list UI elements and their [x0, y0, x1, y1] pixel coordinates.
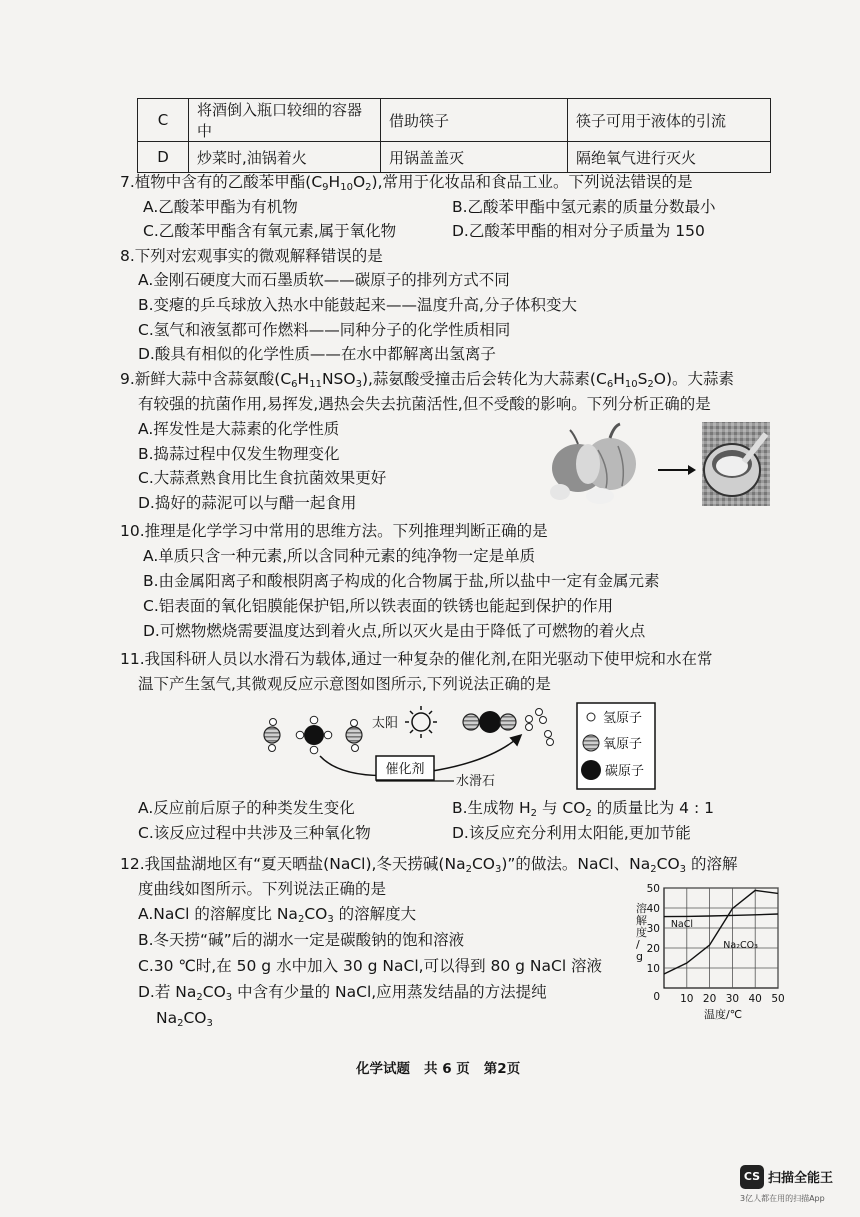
table-row — [138, 142, 771, 173]
legend-oxygen: 氧原子 — [603, 737, 643, 752]
question-9-option-a: A.挥发性是大蒜素的化学性质 — [138, 420, 340, 438]
brand-tagline: 3亿人都在用的扫描App — [740, 1194, 825, 1203]
y-tick-label: 20 — [646, 943, 660, 955]
x-tick-label: 30 — [725, 993, 740, 1005]
question-12-stem-line2: 度曲线如图所示。下列说法正确的是 — [138, 880, 387, 898]
question-11-stem-line2: 温下产生氢气,其微观反应示意图如图所示,下列说法正确的是 — [138, 675, 551, 693]
oxygen-atom-icon — [583, 735, 599, 751]
option-cell: C — [138, 99, 189, 142]
series-label-nacl: NaCl — [670, 919, 694, 930]
question-9-stem-line2: 有较强的抗菌作用,易挥发,遇热会失去抗菌活性,但不受酸的影响。下列分析正确的是 — [138, 395, 711, 413]
arrow-icon — [658, 465, 696, 475]
sun-label: 太阳 — [372, 716, 399, 731]
garlic-bulb-icon — [550, 424, 636, 504]
methane-molecule-icon — [296, 716, 332, 754]
series-line-na2co3 — [664, 890, 778, 974]
question-11-option-b: B.生成物 $H_2$ 与 $CO_2$ 的质量比为 4 : 1 — [452, 799, 714, 819]
question-11-stem-line1: 11.我国科研人员以水滑石为载体,通过一种复杂的催化剂,在阳光驱动下使甲烷和水在常 — [120, 650, 713, 668]
question-7-option-b: B.乙酸苯甲酯中氢元素的质量分数最小 — [452, 198, 716, 216]
hydrogen-atom-icon — [587, 713, 595, 721]
method-cell: 借助筷子 — [381, 99, 568, 142]
question-10-option-b: B.由金属阳离子和酸根阴离子构成的化合物属于盐,所以盐中一定有金属元素 — [143, 572, 660, 590]
question-12-option-d: D.若 $Na_2CO_3$ 中含有少量的 NaCl,应用蒸发结晶的方法提纯 — [138, 983, 547, 1003]
legend-hydrogen: 氢原子 — [603, 711, 643, 726]
action-cell: 炒菜时,油锅着火 — [189, 142, 381, 173]
question-9-option-d: D.捣好的蒜泥可以与醋一起食用 — [138, 494, 357, 512]
question-12-option-d-cont: $Na_2CO_3$ — [156, 1009, 213, 1029]
question-12-stem-line1: 12.我国盐湖地区有“夏天晒盐(NaCl),冬天捞碱$(Na_2CO_3)$”的做法。NaCl、$Na_2CO_3$ 的溶解 — [120, 855, 738, 875]
y-axis-label: 溶解度/ g — [636, 902, 647, 963]
series-label-na2co3: Na₂CO₃ — [723, 940, 758, 951]
x-tick-label: 20 — [702, 993, 717, 1005]
reason-cell: 隔绝氧气进行灭火 — [568, 142, 771, 173]
question-9-stem-line1: 9.新鲜大蒜中含蒜氨酸$(C_6H_{11}NSO_3)$,蒜氨酸受撞击后会转化为大蒜素$(C_6H_{10}S_2O)$。大蒜素 — [120, 370, 735, 390]
question-11-option-d: D.该反应充分利用太阳能,更加节能 — [452, 824, 691, 842]
question-9-option-b: B.捣蒜过程中仅发生物理变化 — [138, 445, 340, 463]
question-12-option-b: B.冬天捞“碱”后的湖水一定是碳酸钠的饱和溶液 — [138, 931, 465, 949]
x-tick-label: 50 — [771, 993, 785, 1005]
x-tick-label: 10 — [680, 993, 694, 1005]
water-molecule-icon — [264, 719, 280, 752]
y-tick-label: 10 — [646, 963, 660, 975]
plot-frame — [664, 888, 778, 988]
carbon-atom-icon — [581, 760, 601, 780]
question-8-option-c: C.氢气和液氢都可作燃料——同种分子的化学性质相同 — [138, 321, 511, 339]
reason-cell: 筷子可用于液体的引流 — [568, 99, 771, 142]
option-cell: D — [138, 142, 189, 173]
question-10-stem: 10.推理是化学学习中常用的思维方法。下列推理判断正确的是 — [120, 522, 548, 540]
catalyst-label: 催化剂 — [385, 762, 425, 777]
question-10-option-d: D.可燃物燃烧需要温度达到着火点,所以灭火是由于降低了可燃物的着火点 — [143, 622, 646, 640]
legend-carbon: 碳原子 — [605, 764, 645, 779]
series-line-nacl — [664, 914, 778, 917]
solubility-chart — [626, 876, 786, 1022]
question-10-option-c: C.铝表面的氧化铝膜能保护铝,所以铁表面的铁锈也能起到保护的作用 — [143, 597, 614, 615]
question-8-option-d: D.酸具有相似的化学性质——在水中都解离出氢离子 — [138, 345, 496, 363]
chart-series — [664, 890, 778, 974]
sun-icon — [405, 706, 437, 738]
y-tick-label: 30 — [646, 923, 660, 935]
answer-table — [137, 98, 771, 173]
support-label: 水滑石 — [456, 774, 496, 789]
chart-ticks — [647, 883, 785, 1005]
origin-label: 0 — [653, 991, 660, 1003]
garlic-to-mortar-image — [548, 420, 770, 508]
hydrogen-molecules-icon — [526, 709, 554, 746]
question-12-option-c: C.30 ℃时,在 50 g 水中加入 30 g NaCl,可以得到 80 g NaCl 溶液 — [138, 957, 603, 975]
footer-page: 第2页 — [483, 1061, 521, 1077]
question-8-stem: 8.下列对宏观事实的微观解释错误的是 — [120, 247, 383, 265]
chart-grid — [664, 888, 778, 988]
question-7-option-a: A.乙酸苯甲酯为有机物 — [143, 198, 298, 216]
y-tick-label: 40 — [646, 903, 660, 915]
page-footer — [356, 1057, 534, 1077]
y-tick-label: 50 — [646, 883, 660, 895]
carbon-dioxide-molecule-icon — [463, 711, 516, 733]
question-7-stem: 7.植物中含有的乙酸苯甲酯$(C_9H_{10}O_2)$,常用于化妆品和食品工业。下列说法错误的是 — [120, 173, 693, 193]
brand-name: 扫描全能王 — [768, 1171, 834, 1186]
question-7-option-d: D.乙酸苯甲酯的相对分子质量为 150 — [452, 222, 705, 240]
question-11-option-c: C.该反应过程中共涉及三种氧化物 — [138, 824, 371, 842]
x-axis-label: 温度/℃ — [704, 1008, 743, 1021]
footer-subject: 化学试题 — [356, 1061, 410, 1077]
camscanner-logo: CS — [740, 1165, 764, 1189]
question-7-option-c: C.乙酸苯甲酯含有氧元素,属于氧化物 — [143, 222, 397, 240]
reaction-diagram — [258, 700, 678, 792]
question-11-option-a: A.反应前后原子的种类发生变化 — [138, 799, 355, 817]
question-8-option-b: B.变瘪的乒乓球放入热水中能鼓起来——温度升高,分子体积变大 — [138, 296, 577, 314]
footer-total: 共 6 页 — [424, 1061, 470, 1077]
water-molecule-icon — [346, 720, 362, 752]
question-12-option-a: A.NaCl 的溶解度比 $Na_2CO_3$ 的溶解度大 — [138, 905, 417, 925]
question-8-option-a: A.金刚石硬度大而石墨质软——碳原子的排列方式不同 — [138, 271, 510, 289]
mortar-image — [702, 422, 770, 506]
x-tick-label: 40 — [748, 993, 762, 1005]
question-10-option-a: A.单质只含一种元素,所以含同种元素的纯净物一定是单质 — [143, 547, 536, 565]
question-9-option-c: C.大蒜煮熟食用比生食抗菌效果更好 — [138, 469, 387, 487]
table-row — [138, 99, 771, 142]
action-cell: 将酒倒入瓶口较细的容器中 — [189, 99, 381, 142]
method-cell: 用锅盖盖灭 — [381, 142, 568, 173]
